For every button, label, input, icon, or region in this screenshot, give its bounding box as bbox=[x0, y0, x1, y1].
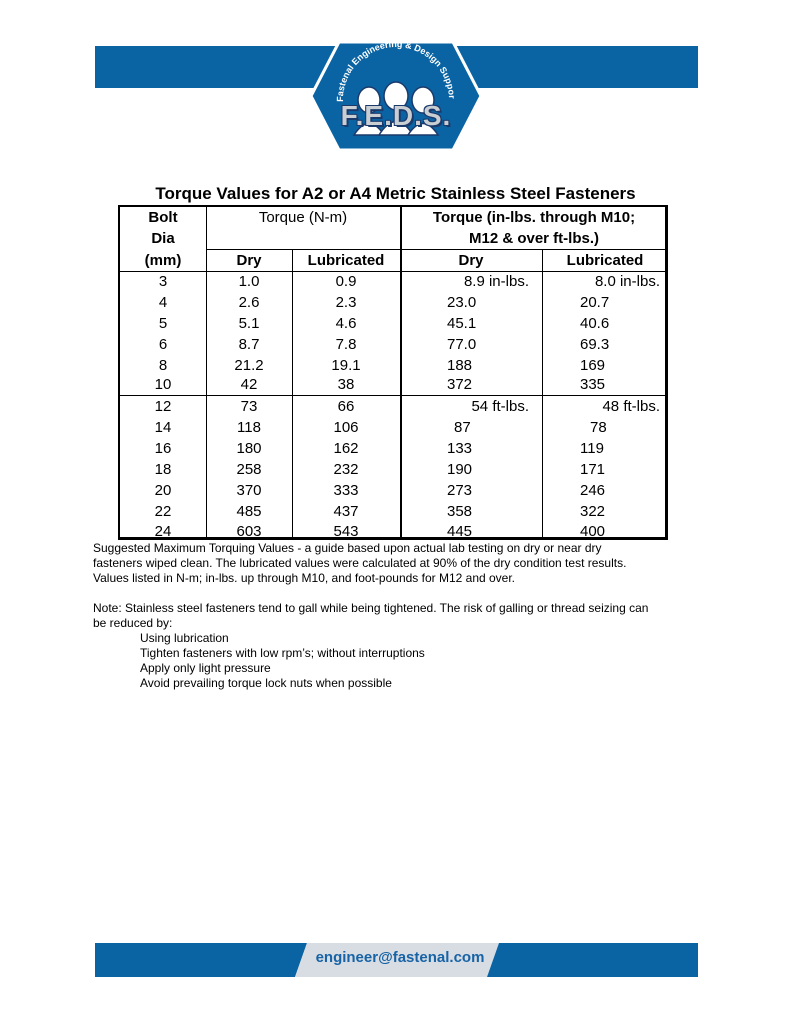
cell-in-dry: 190 bbox=[447, 461, 473, 478]
cell-dia: 16 bbox=[154, 440, 172, 457]
cell-nm-dry: 603 bbox=[236, 523, 262, 540]
table-row bbox=[120, 438, 665, 459]
page-title: Torque Values for A2 or A4 Metric Stainless Steel Fasteners bbox=[155, 184, 636, 203]
table-row bbox=[120, 521, 665, 542]
list-item: Avoid prevailing torque lock nuts when possible bbox=[140, 676, 392, 690]
cell-in-dry: 54 ft-lbs. bbox=[471, 398, 529, 415]
header-torque-in-2: M12 & over ft-lbs.) bbox=[468, 230, 600, 247]
cell-dia: 14 bbox=[154, 419, 172, 436]
cell-nm-lub: 7.8 bbox=[335, 336, 357, 353]
cell-nm-dry: 370 bbox=[236, 482, 262, 499]
header-dia: Dia bbox=[151, 230, 175, 247]
cell-in-dry: 273 bbox=[447, 482, 473, 499]
cell-nm-dry: 258 bbox=[236, 461, 262, 478]
cell-in-dry: 23.0 bbox=[447, 294, 477, 311]
note-line: be reduced by: bbox=[93, 616, 173, 630]
list-item: Tighten fasteners with low rpm’s; without interruptions bbox=[140, 646, 425, 660]
cell-nm-dry: 180 bbox=[236, 440, 262, 457]
cell-nm-lub: 162 bbox=[333, 440, 359, 457]
cell-in-lub: 69.3 bbox=[580, 336, 610, 353]
cell-in-lub: 169 bbox=[580, 357, 606, 374]
cell-in-dry: 372 bbox=[447, 376, 473, 393]
cell-nm-lub: 437 bbox=[333, 503, 359, 520]
cell-dia: 5 bbox=[158, 315, 168, 332]
cell-nm-dry: 1.0 bbox=[238, 273, 260, 290]
table-row bbox=[120, 501, 665, 522]
cell-in-lub: 78 bbox=[590, 419, 607, 436]
cell-nm-dry: 8.7 bbox=[238, 336, 260, 353]
notes-section bbox=[93, 541, 703, 691]
contact-email-link[interactable]: engineer@fastenal.com bbox=[315, 949, 485, 966]
cell-in-lub: 40.6 bbox=[580, 315, 610, 332]
cell-in-lub: 246 bbox=[580, 482, 606, 499]
cell-dia: 18 bbox=[154, 461, 172, 478]
cell-dia: 24 bbox=[154, 523, 172, 540]
note-line: Note: Stainless steel fasteners tend to gall while being tightened. The risk of galling or thread seizing can bbox=[93, 601, 649, 615]
header-in-lubricated: Lubricated bbox=[566, 252, 644, 269]
list-item: Apply only light pressure bbox=[140, 661, 271, 675]
cell-in-dry: 8.9 in-lbs. bbox=[463, 273, 529, 290]
table-row bbox=[120, 417, 665, 438]
cell-in-lub: 322 bbox=[580, 503, 606, 520]
cell-nm-lub: 4.6 bbox=[335, 315, 357, 332]
cell-in-dry: 358 bbox=[447, 503, 473, 520]
cell-in-lub: 119 bbox=[580, 440, 604, 457]
note-line: Suggested Maximum Torquing Values - a guide based upon actual lab testing on dry or near dry bbox=[93, 541, 602, 555]
cell-nm-lub: 19.1 bbox=[331, 357, 361, 374]
table-row bbox=[120, 313, 665, 334]
cell-nm-dry: 21.2 bbox=[234, 357, 264, 374]
header-mm: (mm) bbox=[144, 252, 182, 269]
cell-dia: 22 bbox=[154, 503, 172, 520]
cell-nm-dry: 42 bbox=[240, 376, 258, 393]
cell-nm-dry: 2.6 bbox=[238, 294, 260, 311]
header-torque-in-1: Torque (in-lbs. through M10; bbox=[432, 209, 636, 226]
table-row bbox=[120, 480, 665, 501]
table-row bbox=[120, 355, 665, 376]
cell-nm-lub: 543 bbox=[333, 523, 359, 540]
table-row bbox=[120, 334, 665, 355]
header-nm-lubricated: Lubricated bbox=[307, 252, 385, 269]
table-row bbox=[120, 271, 665, 292]
note-line: fasteners wiped clean. The lubricated values were calculated at 90% of the dry condition test results. bbox=[93, 556, 627, 570]
cell-nm-lub: 66 bbox=[337, 398, 355, 415]
cell-nm-lub: 2.3 bbox=[335, 294, 357, 311]
cell-in-dry: 77.0 bbox=[447, 336, 477, 353]
cell-in-dry: 45.1 bbox=[447, 315, 477, 332]
header-torque-nm: Torque (N-m) bbox=[258, 209, 348, 226]
cell-in-lub: 8.0 in-lbs. bbox=[594, 273, 660, 290]
cell-nm-dry: 118 bbox=[237, 419, 261, 436]
cell-nm-lub: 0.9 bbox=[335, 273, 357, 290]
note-line: Values listed in N-m; in-lbs. up through M10, and foot-pounds for M12 and over. bbox=[93, 571, 516, 585]
cell-nm-dry: 5.1 bbox=[238, 315, 260, 332]
paragraph-gap bbox=[93, 586, 703, 601]
cell-nm-lub: 333 bbox=[333, 482, 359, 499]
cell-nm-dry: 73 bbox=[240, 398, 258, 415]
cell-dia: 20 bbox=[154, 482, 172, 499]
header-in-dry: Dry bbox=[458, 252, 484, 269]
cell-in-lub: 400 bbox=[580, 523, 606, 540]
cell-in-dry: 133 bbox=[447, 440, 473, 457]
table-row bbox=[120, 374, 665, 395]
svg-text:Fastenal Engineering & Design: Fastenal Engineering & Design Suppor bbox=[334, 40, 458, 102]
header-nm-dry: Dry bbox=[236, 252, 262, 269]
cell-nm-lub: 106 bbox=[333, 419, 359, 436]
cell-in-lub: 20.7 bbox=[580, 294, 610, 311]
cell-dia: 3 bbox=[158, 273, 168, 290]
cell-in-dry: 188 bbox=[447, 357, 473, 374]
cell-in-lub: 48 ft-lbs. bbox=[602, 398, 660, 415]
cell-nm-lub: 232 bbox=[333, 461, 359, 478]
cell-dia: 6 bbox=[158, 336, 168, 353]
list-item: Using lubrication bbox=[140, 631, 229, 645]
torque-table bbox=[118, 205, 668, 540]
cell-dia: 4 bbox=[158, 294, 168, 311]
table-row bbox=[120, 396, 665, 417]
cell-dia: 12 bbox=[154, 398, 172, 415]
cell-in-dry: 87 bbox=[454, 419, 471, 436]
feds-logo bbox=[309, 40, 483, 152]
header-bolt: Bolt bbox=[148, 209, 178, 226]
cell-in-lub: 335 bbox=[580, 376, 606, 393]
table-row bbox=[120, 292, 665, 313]
cell-nm-dry: 485 bbox=[236, 503, 262, 520]
cell-nm-lub: 38 bbox=[337, 376, 355, 393]
cell-in-dry: 445 bbox=[447, 523, 473, 540]
cell-in-lub: 171 bbox=[580, 461, 606, 478]
logo-text: F.E.D.S. bbox=[340, 100, 452, 131]
cell-dia: 10 bbox=[154, 376, 172, 393]
table-row bbox=[120, 459, 665, 480]
cell-dia: 8 bbox=[158, 357, 168, 374]
